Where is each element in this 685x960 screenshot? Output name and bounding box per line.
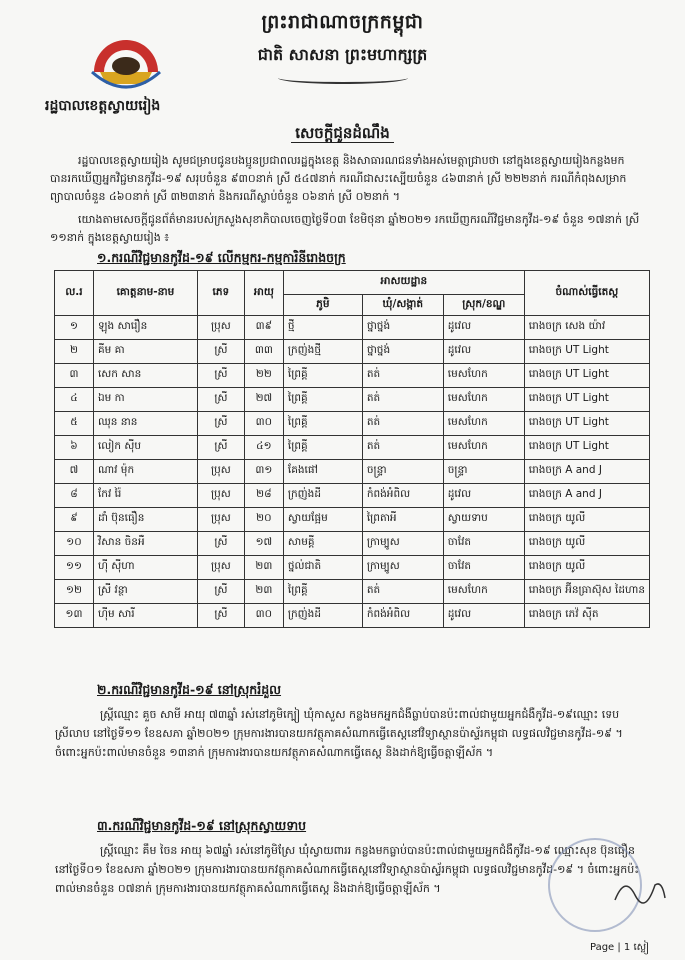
cell-commune: តត់ bbox=[362, 364, 443, 388]
cell-age: ៣១ bbox=[244, 460, 283, 484]
col-village: ភូមិ bbox=[283, 295, 362, 316]
cell-sex: ប្រុស bbox=[197, 556, 244, 580]
cell-district: មេសហែក bbox=[443, 364, 524, 388]
cell-factory: រោងចក្រ យូលី bbox=[524, 556, 649, 580]
cell-factory: រោងចក្រ សេង យ៉ាវ bbox=[524, 316, 649, 340]
cell-factory: រោងចក្រ អ៊ីនធ្រាស៊ុស ដៃហាន bbox=[524, 580, 649, 604]
table-row bbox=[55, 580, 650, 604]
ornament-divider bbox=[278, 72, 408, 84]
cell-village: ព្រៃគ្គី bbox=[283, 364, 362, 388]
cell-no: ២ bbox=[55, 340, 94, 364]
cell-no: ៩ bbox=[55, 508, 94, 532]
cell-sex: ស្រី bbox=[197, 532, 244, 556]
section-3-text: ស្ត្រីឈ្មោះ គឹម ចៃន អាយុ ៦៧ឆ្នាំ រស់នៅភូមិស្រែ ឃុំស្វាយពាររ កន្លងមកធ្លាប់បានប៉ះពាល់ជាមួយអ្នកជំងឺកូវីដ-១៩ ឈ្មោះសុខ ប៊ុនធឿន នៅថ្ងៃទី០១ ខែឧសភា ឆ្នាំ២០២១ ក្រុមការងារបានយកវត្ថុភាគសំណាកធ្វើតេស្តនៅវិទ្យាស្ថានប៉ាស្ទ័រកម្ពុជា លទ្ធផលវិជ្ជមានកូវីដ-១៩ ។ ចំពោះអ្នកប៉ះពាល់មានចំនួន ០៧នាក់ ក្រុមការងារបានយកវត្ថុភាគសំណាកធ្វើតេស្ត និងដាក់ឱ្យធ្វើចត្តាឡីស័ក ។ bbox=[55, 844, 640, 895]
cell-name: វិសាន ចិនអឺ bbox=[93, 532, 197, 556]
cell-district: ស្វាយទាប bbox=[443, 508, 524, 532]
col-age: អាយុ bbox=[244, 271, 283, 316]
cases-table-body bbox=[55, 316, 650, 628]
cell-district: ចាវែត bbox=[443, 556, 524, 580]
cell-sex: ប្រុស bbox=[197, 508, 244, 532]
cell-no: ៣ bbox=[55, 364, 94, 388]
cell-age: ២៣ bbox=[244, 580, 283, 604]
cell-sex: ស្រី bbox=[197, 580, 244, 604]
intro-paragraph-2 bbox=[50, 211, 650, 247]
cell-sex: ប្រុស bbox=[197, 316, 244, 340]
cell-village: ក្រញ់ងដី bbox=[283, 604, 362, 628]
cell-sex: ប្រុស bbox=[197, 484, 244, 508]
cell-district: ដូវេល bbox=[443, 316, 524, 340]
cell-name: សេក សាន bbox=[93, 364, 197, 388]
table-row bbox=[55, 532, 650, 556]
cell-district: មេសហែក bbox=[443, 436, 524, 460]
cell-commune: កំពង់អំពិល bbox=[362, 604, 443, 628]
document-title bbox=[0, 124, 685, 146]
signature-icon bbox=[610, 870, 670, 910]
cell-village: ព្រៃគ្គី bbox=[283, 412, 362, 436]
cell-age: ២៣ bbox=[244, 556, 283, 580]
table-row bbox=[55, 364, 650, 388]
kingdom-motto: ជាតិ សាសនា ព្រះមហាក្សត្រ bbox=[257, 45, 428, 64]
col-commune: ឃុំ/សង្កាត់ bbox=[362, 295, 443, 316]
table-row bbox=[55, 316, 650, 340]
cell-village: គែងផៅ bbox=[283, 460, 362, 484]
cell-commune: ក្រាម្បូស bbox=[362, 532, 443, 556]
cell-commune: តត់ bbox=[362, 436, 443, 460]
col-address: អាសយដ្ឋាន bbox=[283, 271, 524, 295]
cell-factory: រោងចក្រ UT Light bbox=[524, 436, 649, 460]
intro-text-1: រដ្ឋបាលខេត្តស្វាយរៀង សូមជម្រាបជូនបងប្អូនប្រជាពលរដ្ឋក្នុងខេត្ត និងសាធារណជនទាំងអស់មេត្តាជ្រាបថា នៅក្នុងខេត្តស្វាយរៀងកន្លងមកបានរកឃើញអ្នកវិជ្ជមានកូវីដ-១៩ សរុបចំនួន ៩៣០នាក់ ស្រី ៥៤៧នាក់ ករណីជាសះស្បើយចំនួន ៤៦៣នាក់ ស្រី ២២២នាក់ ករណីកំពុងសម្រាកព្យាបាលចំនួន ៤៦០នាក់ ស្រី ៣២៣នាក់ និងករណីស្លាប់ចំនួន ០៦នាក់ ស្រី ០២នាក់ ។ bbox=[50, 154, 627, 203]
cell-no: ១០ bbox=[55, 532, 94, 556]
cell-commune: ក្រាម្បូស bbox=[362, 556, 443, 580]
cell-commune: ថ្នាថ្នង់ bbox=[362, 316, 443, 340]
col-no: ល.រ bbox=[55, 271, 94, 316]
table-row bbox=[55, 412, 650, 436]
cell-district: ដូវេល bbox=[443, 484, 524, 508]
cell-factory: រោងចក្រ UT Light bbox=[524, 340, 649, 364]
cell-commune: តត់ bbox=[362, 580, 443, 604]
col-name: គោត្តនាម-នាម bbox=[93, 271, 197, 316]
cell-commune: ចន្ទ្រា bbox=[362, 460, 443, 484]
table-row bbox=[55, 604, 650, 628]
cell-age: ១៧ bbox=[244, 532, 283, 556]
section-2-text: ស្ត្រីឈ្មោះ គួច សាមី អាយុ ៧៣ឆ្នាំ រស់នៅភូមិក្បៀ ឃុំកាសួស កន្លងមកអ្នកជំងឺធ្លាប់បានប៉ះពាល់ជាមួយអ្នកជំងឺកូវីដ-១៩ឈ្មោះ ទេប ស្រីលាប នៅថ្ងៃទី១១ ខែឧសភា ឆ្នាំ២០២១ ក្រុមការងារបានយកវត្ថុភាគសំណាកធ្វើតេស្តនៅវិទ្យាស្ថានប៉ាស្ទ័រកម្ពុជា លទ្ធផលវិជ្ជមានកូវីដ-១៩ ។ ចំពោះអ្នកប៉ះពាល់មានចំនួន ១៣នាក់ ក្រុមការងារបានយកវត្ថុភាគសំណាកធ្វើតេស្ត និងដាក់ឱ្យធ្វើចត្តាឡីស័ក ។ bbox=[55, 708, 623, 759]
cell-district: ចន្ទ្រា bbox=[443, 460, 524, 484]
cell-name: ឡុង សារឿន bbox=[93, 316, 197, 340]
cell-age: ៣០ bbox=[244, 604, 283, 628]
cell-factory: រោងចក្រ យូលី bbox=[524, 508, 649, 532]
cell-name: កែវ រ៉ៃ bbox=[93, 484, 197, 508]
cell-district: មេសហែក bbox=[443, 412, 524, 436]
table-row bbox=[55, 340, 650, 364]
cell-name: ហ៊ីម សារី bbox=[93, 604, 197, 628]
cell-village: ក្រញ់ងថ្មី bbox=[283, 340, 362, 364]
page-number: Page | 1 ស្លៀ bbox=[590, 942, 650, 953]
cell-name: គីម គា bbox=[93, 340, 197, 364]
cell-sex: ស្រី bbox=[197, 604, 244, 628]
cell-commune: កំពង់អំពិល bbox=[362, 484, 443, 508]
cell-name: ណាវ ម៉ុក bbox=[93, 460, 197, 484]
cell-age: ២២ bbox=[244, 364, 283, 388]
section-2-title: ២.ករណីវិជ្ជមានកូវីដ-១៩ នៅស្រុករំដួល bbox=[97, 682, 282, 697]
cell-district: ដូវេល bbox=[443, 340, 524, 364]
issuer-name: រដ្ឋបាលខេត្តស្វាយរៀង bbox=[45, 98, 161, 114]
cell-no: ៥ bbox=[55, 412, 94, 436]
cell-no: ៦ bbox=[55, 436, 94, 460]
cell-commune: ព្រៃតាអី bbox=[362, 508, 443, 532]
cell-no: ១ bbox=[55, 316, 94, 340]
cell-no: ៧ bbox=[55, 460, 94, 484]
cell-no: ១៣ bbox=[55, 604, 94, 628]
intro-paragraph-1 bbox=[50, 152, 650, 206]
cell-age: ២៨ bbox=[244, 484, 283, 508]
cell-sex: ស្រី bbox=[197, 340, 244, 364]
cell-factory: រោងចក្រ UT Light bbox=[524, 364, 649, 388]
section-3-title: ៣.ករណីវិជ្ជមានកូវីដ-១៩ នៅស្រុកស្វាយទាប bbox=[97, 818, 307, 833]
col-district: ស្រុក/ខណ្ឌ bbox=[443, 295, 524, 316]
cell-factory: រោងចក្រ យូលី bbox=[524, 532, 649, 556]
section-2-body bbox=[55, 705, 650, 762]
cell-sex: ប្រុស bbox=[197, 460, 244, 484]
cell-village: សាមគ្គី bbox=[283, 532, 362, 556]
cell-age: ៣៩ bbox=[244, 316, 283, 340]
cell-village: ស្វាយផ្អែម bbox=[283, 508, 362, 532]
cell-name: ឈុន នាន bbox=[93, 412, 197, 436]
cell-factory: រោងចក្រ UT Light bbox=[524, 388, 649, 412]
cell-name: ឯម កា bbox=[93, 388, 197, 412]
cell-commune: ថ្នាថ្នង់ bbox=[362, 340, 443, 364]
kingdom-title: ព្រះរាជាណាចក្រកម្ពុជា bbox=[261, 11, 424, 33]
cell-age: ២០ bbox=[244, 508, 283, 532]
col-sex: ភេទ bbox=[197, 271, 244, 316]
cell-sex: ស្រី bbox=[197, 364, 244, 388]
cell-age: ៤១ bbox=[244, 436, 283, 460]
cell-district: មេសហែក bbox=[443, 580, 524, 604]
cell-factory: រោងចក្រ ភេវ៉ ស៊ីត bbox=[524, 604, 649, 628]
table-row bbox=[55, 508, 650, 532]
section-1-title: ១.ករណីវិជ្ជមានកូវីដ-១៩ លើកម្មករ-កម្មការិនីរោងចក្រ bbox=[97, 250, 346, 265]
cell-factory: រោងចក្រ A and J bbox=[524, 484, 649, 508]
table-row bbox=[55, 484, 650, 508]
cell-village: ព្រៃគ្គី bbox=[283, 436, 362, 460]
cell-district: ដូវេល bbox=[443, 604, 524, 628]
cell-village: ក្រញ់ងដី bbox=[283, 484, 362, 508]
col-factory: ចំណាស់ធ្វើតេស្ត bbox=[524, 271, 649, 316]
cell-sex: ស្រី bbox=[197, 436, 244, 460]
table-row bbox=[55, 556, 650, 580]
cell-name: លៀក ស៊ីប bbox=[93, 436, 197, 460]
cell-sex: ស្រី bbox=[197, 388, 244, 412]
intro-text-2: យោងតាមសេចក្តីជូនព័ត៌មានរបស់ក្រសួងសុខាភិបាលចេញថ្ងៃទី០៣ ខែមិថុនា ឆ្នាំ២០២១ រកឃើញករណីវិជ្ជមានកូវីដ-១៩ ចំនួន ១៧នាក់ ស្រី ១១នាក់ ក្នុងខេត្តស្វាយរៀង ៖ bbox=[50, 213, 640, 244]
cell-no: ៤ bbox=[55, 388, 94, 412]
cell-no: ៨ bbox=[55, 484, 94, 508]
cell-village: ថ្នល់ជាតិ bbox=[283, 556, 362, 580]
cases-table bbox=[54, 270, 650, 628]
cell-district: មេសហែក bbox=[443, 388, 524, 412]
cell-village: ព្រៃគ្គី bbox=[283, 388, 362, 412]
cell-factory: រោងចក្រ A and J bbox=[524, 460, 649, 484]
cell-district: ចាវែត bbox=[443, 532, 524, 556]
cell-age: ៣០ bbox=[244, 412, 283, 436]
cell-village: ព្រៃគ្គី bbox=[283, 580, 362, 604]
cell-sex: ស្រី bbox=[197, 412, 244, 436]
cell-no: ១២ bbox=[55, 580, 94, 604]
cell-commune: តត់ bbox=[362, 412, 443, 436]
cell-age: ២៧ bbox=[244, 388, 283, 412]
document-title-text: សេចក្តីជូនដំណឹង bbox=[291, 124, 393, 143]
cell-name: ដាំ ប៊ុនធឿន bbox=[93, 508, 197, 532]
table-row bbox=[55, 460, 650, 484]
table-row bbox=[55, 388, 650, 412]
cell-factory: រោងចក្រ UT Light bbox=[524, 412, 649, 436]
cell-name: ហ៊ី ស៊ីហា bbox=[93, 556, 197, 580]
cell-no: ១១ bbox=[55, 556, 94, 580]
cell-commune: តត់ bbox=[362, 388, 443, 412]
cell-name: ស្រី វន្ថា bbox=[93, 580, 197, 604]
table-row bbox=[55, 436, 650, 460]
cell-age: ៣៣ bbox=[244, 340, 283, 364]
cell-village: ថ្មី bbox=[283, 316, 362, 340]
